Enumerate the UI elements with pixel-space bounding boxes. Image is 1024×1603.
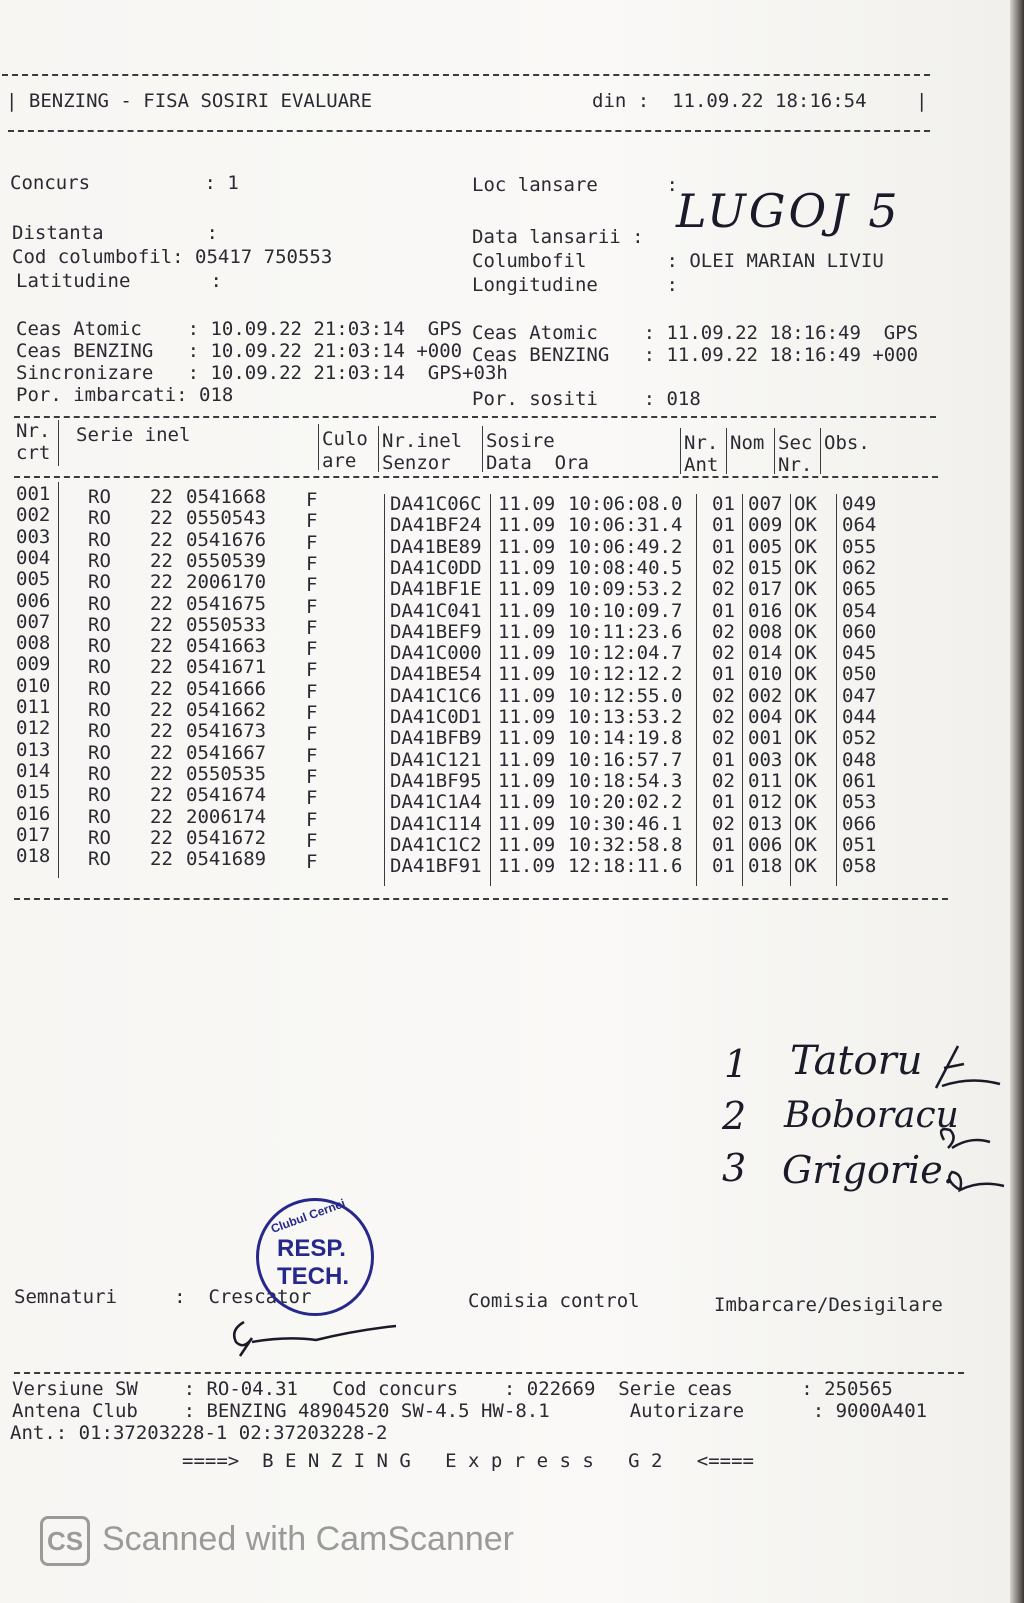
cell-ant: 01 (712, 514, 735, 537)
table-row (0, 696, 1000, 728)
ceas-benzing-end: Ceas BENZING : 11.09.22 18:16:49 +000 (472, 344, 919, 366)
cell-ring: 0541662 (186, 699, 267, 721)
cell-nr: 005 (16, 568, 51, 591)
camscanner-logo-icon: CS (40, 1516, 90, 1566)
cell-ant: 01 (712, 748, 735, 771)
cell-sec: OK (794, 663, 817, 686)
cell-yr: 22 (150, 613, 173, 636)
sincronizare: Sincronizare : 10.09.22 21:03:14 GPS+03h (16, 362, 508, 384)
cell-nom: 002 (748, 684, 783, 707)
cell-ant: 02 (712, 556, 735, 579)
stamp-ring-text: Clubul Cernei (268, 1196, 348, 1236)
cell-nom: 004 (748, 706, 783, 728)
cell-ring: 0550539 (186, 549, 267, 572)
cell-ring: 0541671 (186, 656, 267, 679)
cell-date: 11.09 (498, 599, 556, 622)
cell-sensor: DA41BF91 (390, 855, 482, 878)
cell-obs: 065 (842, 578, 877, 601)
club-stamp (256, 1198, 374, 1316)
cell-time: 10:08:40.5 (568, 556, 683, 579)
cell-obs: 062 (842, 556, 877, 579)
cell-ring: 0541675 (186, 592, 267, 615)
stamp-line2: TECH. (277, 1263, 349, 1290)
cell-obs: 045 (842, 642, 877, 665)
cell-sex: F (306, 659, 318, 682)
footer-ant: Ant.: 01:37203228-1 02:37203228-2 (10, 1422, 388, 1444)
cell-nr: 017 (16, 823, 51, 846)
cell-yr: 22 (150, 571, 173, 594)
cell-nr: 012 (16, 717, 51, 740)
loc-lansare-field: Loc lansare : (472, 174, 678, 196)
cell-nom: 005 (748, 535, 783, 558)
distanta-field: Distanta : (12, 222, 218, 244)
col-sep (378, 426, 379, 472)
cell-ant: 01 (712, 791, 735, 814)
cell-obs: 054 (842, 599, 877, 622)
divider (2, 74, 930, 76)
cell-cty: RO (88, 826, 111, 849)
cell-time: 10:11:23.6 (568, 620, 683, 643)
col-sep (774, 428, 775, 474)
cell-sensor: DA41BE54 (390, 663, 482, 686)
cell-nr: 003 (16, 525, 51, 548)
cell-sec: OK (794, 748, 817, 771)
cell-time: 10:18:54.3 (568, 769, 683, 792)
cell-cty: RO (88, 635, 111, 658)
cell-date: 11.09 (498, 663, 556, 686)
cell-obs: 061 (842, 769, 877, 792)
cell-cty: RO (88, 848, 111, 871)
cell-sensor: DA41BF24 (390, 514, 482, 537)
cell-ring: 0541663 (186, 635, 267, 658)
cell-ring: 0550535 (186, 762, 267, 785)
cell-obs: 047 (842, 684, 877, 707)
comisia-control: Comisia control (468, 1290, 640, 1312)
cell-yr: 22 (150, 507, 173, 530)
cell-ant: 02 (712, 684, 735, 707)
cell-yr: 22 (150, 528, 173, 551)
cell-ring: 0541689 (186, 848, 267, 871)
cell-yr: 22 (150, 486, 173, 508)
cell-ant: 01 (712, 599, 735, 622)
cell-nom: 003 (748, 748, 783, 771)
cell-cty: RO (88, 571, 111, 594)
cell-yr: 22 (150, 656, 173, 679)
ceas-benzing-start: Ceas BENZING : 10.09.22 21:03:14 +000 (16, 340, 463, 362)
longitudine-field: Longitudine : (472, 274, 678, 296)
cell-time: 10:16:57.7 (568, 748, 683, 771)
cell-nr: 013 (16, 738, 51, 761)
cell-yr: 22 (150, 549, 173, 572)
cell-sensor: DA41BE89 (390, 535, 482, 558)
cell-ant: 02 (712, 769, 735, 792)
cell-obs: 060 (842, 620, 877, 643)
header-bar: | (916, 90, 928, 112)
cell-sensor: DA41C000 (390, 642, 482, 665)
cell-sensor: DA41BFB9 (390, 727, 482, 750)
cell-yr: 22 (150, 635, 173, 658)
cell-obs: 053 (842, 791, 877, 814)
watermark-text: Scanned with CamScanner (102, 1519, 515, 1558)
cell-sex: F (306, 851, 318, 874)
cell-nom: 013 (748, 812, 783, 835)
cell-date: 11.09 (498, 620, 556, 643)
cell-ant: 02 (712, 642, 735, 665)
cell-ring: 2006174 (186, 805, 267, 828)
cell-date: 11.09 (498, 748, 556, 771)
cell-obs: 050 (842, 663, 877, 686)
cell-ring: 0541668 (186, 486, 267, 508)
col-sep (726, 428, 727, 474)
semnaturi-crescator: Semnaturi : Crescator (14, 1286, 312, 1308)
handwritten-name: Boboracu (784, 1095, 959, 1136)
divider (14, 898, 948, 900)
cell-sec: OK (794, 833, 817, 856)
cell-date: 11.09 (498, 556, 556, 579)
cell-sex: F (306, 744, 318, 767)
cell-sec: OK (794, 684, 817, 707)
col-sep (482, 426, 483, 472)
cell-sex: F (306, 531, 318, 554)
cell-sex: F (306, 723, 318, 746)
cell-obs: 058 (842, 855, 877, 878)
columbofil-field: Columbofil : OLEI MARIAN LIVIU (472, 250, 884, 272)
cell-sec: OK (794, 493, 817, 515)
cell-time: 10:14:19.8 (568, 727, 683, 750)
cell-time: 10:13:53.2 (568, 706, 683, 728)
cell-nom: 009 (748, 514, 783, 537)
imbarcare-desigilare: Imbarcare/Desigilare (714, 1294, 943, 1316)
cell-cty: RO (88, 677, 111, 700)
cell-nom: 017 (748, 578, 783, 601)
cell-nr: 011 (16, 696, 51, 718)
cell-ring: 0550543 (186, 507, 267, 530)
cell-ant: 01 (712, 833, 735, 856)
report-datetime: din : 11.09.22 18:16:54 (592, 90, 867, 112)
cell-sec: OK (794, 769, 817, 792)
cell-yr: 22 (150, 720, 173, 743)
cell-sensor: DA41C0D1 (390, 706, 482, 728)
cell-cty: RO (88, 741, 111, 764)
cell-sec: OK (794, 535, 817, 558)
cell-sec: OK (794, 599, 817, 622)
cell-sec: OK (794, 578, 817, 601)
cell-date: 11.09 (498, 706, 556, 728)
cell-yr: 22 (150, 677, 173, 700)
col-header-nr-inel: Nr.inel Senzor (382, 430, 463, 474)
footer-benzing-express: ====> B E N Z I N G E x p r e s s G 2 <==== (182, 1450, 754, 1472)
cell-obs: 048 (842, 748, 877, 771)
cell-sec: OK (794, 706, 817, 728)
cell-nom: 007 (748, 493, 783, 515)
cell-cty: RO (88, 656, 111, 679)
col-sep (58, 420, 59, 466)
cell-ant: 02 (712, 812, 735, 835)
cell-sex: F (306, 787, 318, 810)
footer-versiune: Versiune SW : RO-04.31 Cod concurs : 022669 Serie ceas : 250565 (12, 1378, 893, 1400)
cell-nr: 001 (16, 483, 51, 505)
cell-yr: 22 (150, 741, 173, 764)
cell-sec: OK (794, 620, 817, 643)
table-row (0, 568, 1000, 601)
cell-nom: 014 (748, 642, 783, 665)
cell-ant: 02 (712, 620, 735, 643)
cell-sex: F (306, 829, 318, 852)
data-lansarii-field: Data lansarii : (472, 226, 644, 248)
table-row (0, 845, 1000, 878)
cell-nr: 004 (16, 546, 51, 569)
cell-time: 10:12:55.0 (568, 684, 683, 707)
crescator-signature (226, 1316, 406, 1360)
cell-date: 11.09 (498, 769, 556, 792)
concurs-field: Concurs : 1 (10, 172, 239, 194)
stamp-line1: RESP. (277, 1235, 346, 1262)
cell-cty: RO (88, 762, 111, 785)
cod-columbofil-field: Cod columbofil: 05417 750553 (12, 246, 333, 268)
cell-ring: 0550533 (186, 613, 267, 636)
cell-time: 10:06:31.4 (568, 514, 683, 537)
cell-nr: 006 (16, 589, 51, 612)
col-header-culoare: Culo are (322, 428, 368, 472)
divider (8, 130, 930, 132)
cell-sec: OK (794, 514, 817, 537)
cell-time: 10:10:09.7 (568, 599, 683, 622)
cell-ring: 0541673 (186, 720, 267, 743)
col-header-sec: Sec Nr. (778, 432, 813, 476)
cell-cty: RO (88, 613, 111, 636)
col-header-nom: Nom (730, 432, 765, 454)
cell-ring: 0541674 (186, 784, 267, 807)
cell-nom: 018 (748, 855, 783, 878)
cell-date: 11.09 (498, 535, 556, 558)
cell-nom: 008 (748, 620, 783, 643)
cell-cty: RO (88, 784, 111, 807)
cell-nom: 016 (748, 599, 783, 622)
cell-date: 11.09 (498, 514, 556, 537)
cell-date: 11.09 (498, 812, 556, 835)
col-header-serie: Serie inel (76, 424, 191, 446)
cell-ant: 02 (712, 706, 735, 728)
divider (14, 1372, 964, 1374)
cell-nr: 015 (16, 781, 51, 804)
cell-yr: 22 (150, 826, 173, 849)
cell-obs: 066 (842, 812, 877, 835)
cell-sec: OK (794, 812, 817, 835)
cell-nom: 010 (748, 663, 783, 686)
cell-time: 10:20:02.2 (568, 791, 683, 814)
cell-time: 10:06:08.0 (568, 493, 683, 515)
cell-nom: 006 (748, 833, 783, 856)
cell-date: 11.09 (498, 493, 556, 515)
cell-date: 11.09 (498, 791, 556, 814)
col-header-obs: Obs. (824, 432, 870, 454)
cell-nr: 009 (16, 653, 51, 676)
cell-cty: RO (88, 720, 111, 743)
cell-sex: F (306, 574, 318, 597)
cell-sensor: DA41C114 (390, 812, 482, 835)
cell-obs: 064 (842, 514, 877, 537)
col-header-sosire: Sosire Data Ora (486, 430, 589, 474)
cell-yr: 22 (150, 592, 173, 615)
cell-date: 11.09 (498, 684, 556, 707)
cell-sex: F (306, 702, 318, 724)
cell-sensor: DA41BF95 (390, 769, 482, 792)
col-header-nr: Nr. crt (16, 420, 51, 464)
handwritten-name: Tatoru (790, 1038, 923, 1084)
report-title: | BENZING - FISA SOSIRI EVALUARE (6, 90, 373, 112)
cell-date: 11.09 (498, 855, 556, 878)
cell-time: 10:06:49.2 (568, 535, 683, 558)
cell-obs: 052 (842, 727, 877, 750)
cell-ant: 01 (712, 493, 735, 515)
cell-sex: F (306, 808, 318, 831)
cell-time: 10:09:53.2 (568, 578, 683, 601)
cell-time: 10:30:46.1 (568, 812, 683, 835)
cell-ring: 0541666 (186, 677, 267, 700)
cell-sensor: DA41C1A4 (390, 791, 482, 814)
cell-nom: 011 (748, 769, 783, 792)
cell-obs: 044 (842, 706, 877, 728)
camscanner-watermark (40, 1516, 514, 1566)
cell-nr: 007 (16, 610, 51, 633)
cell-sex: F (306, 489, 318, 511)
cell-date: 11.09 (498, 578, 556, 601)
cell-date: 11.09 (498, 833, 556, 856)
cell-time: 10:12:12.2 (568, 663, 683, 686)
cell-sensor: DA41C1C6 (390, 684, 482, 707)
cell-sensor: DA41C06C (390, 493, 482, 515)
cell-nom: 001 (748, 727, 783, 750)
cell-sex: F (306, 638, 318, 661)
cell-sec: OK (794, 642, 817, 665)
ceas-atomic-start: Ceas Atomic : 10.09.22 21:03:14 GPS (16, 318, 463, 340)
cell-time: 12:18:11.6 (568, 855, 683, 878)
cell-sex: F (306, 680, 318, 703)
handwritten-number: 2 (722, 1094, 747, 1138)
cell-sex: F (306, 552, 318, 575)
cell-nom: 012 (748, 791, 783, 814)
cell-sensor: DA41C041 (390, 599, 482, 622)
ceas-atomic-end: Ceas Atomic : 11.09.22 18:16:49 GPS (472, 322, 919, 344)
cell-sensor: DA41BEF9 (390, 620, 482, 643)
col-sep (680, 428, 681, 474)
cell-date: 11.09 (498, 642, 556, 665)
cell-ant: 01 (712, 855, 735, 878)
cell-yr: 22 (150, 699, 173, 721)
divider (14, 476, 938, 478)
cell-sensor: DA41C0DD (390, 556, 482, 579)
cell-cty: RO (88, 592, 111, 615)
col-sep (318, 424, 319, 470)
cell-sec: OK (794, 855, 817, 878)
cell-nr: 014 (16, 759, 51, 782)
cell-sensor: DA41C121 (390, 748, 482, 771)
cell-obs: 051 (842, 833, 877, 856)
cell-ant: 02 (712, 727, 735, 750)
handwritten-number: 1 (724, 1042, 749, 1086)
cell-sec: OK (794, 791, 817, 814)
divider (14, 416, 936, 418)
porumbei-sositi: Por. sositi : 018 (472, 388, 701, 410)
handwritten-number: 3 (722, 1146, 747, 1190)
cell-sex: F (306, 595, 318, 618)
cell-obs: 049 (842, 493, 877, 515)
cell-time: 10:12:04.7 (568, 642, 683, 665)
cell-sec: OK (794, 556, 817, 579)
cell-ant: 01 (712, 535, 735, 558)
latitudine-field: Latitudine : (16, 270, 222, 292)
cell-obs: 055 (842, 535, 877, 558)
cell-yr: 22 (150, 762, 173, 785)
cell-nr: 016 (16, 802, 51, 825)
cell-cty: RO (88, 486, 111, 508)
handwritten-location: LUGOJ 5 (676, 184, 901, 238)
cell-ant: 02 (712, 578, 735, 601)
cell-cty: RO (88, 805, 111, 828)
cell-nr: 010 (16, 674, 51, 697)
paper-edge-shadow (1010, 0, 1024, 1603)
cell-sex: F (306, 510, 318, 533)
cell-nr: 002 (16, 504, 51, 527)
footer-antena: Antena Club : BENZING 48904520 SW-4.5 HW-8.1 Autorizare : 9000A401 (12, 1400, 928, 1422)
cell-cty: RO (88, 549, 111, 572)
cell-nr: 018 (16, 845, 51, 868)
handwritten-name: Grigorie. (782, 1148, 955, 1192)
initials-signatures (930, 1040, 1010, 1200)
cell-nom: 015 (748, 556, 783, 579)
cell-ring: 2006170 (186, 571, 267, 594)
cell-sensor: DA41C1C2 (390, 833, 482, 856)
cell-sex: F (306, 765, 318, 788)
col-sep (820, 428, 821, 474)
cell-ant: 01 (712, 663, 735, 686)
cell-ring: 0541672 (186, 826, 267, 849)
table-row (0, 483, 1000, 515)
porumbei-imbarcati: Por. imbarcati: 018 (16, 384, 234, 406)
cell-cty: RO (88, 528, 111, 551)
cell-cty: RO (88, 507, 111, 530)
cell-sensor: DA41BF1E (390, 578, 482, 601)
cell-sex: F (306, 616, 318, 639)
cell-cty: RO (88, 699, 111, 721)
cell-yr: 22 (150, 784, 173, 807)
col-header-ant: Nr. Ant (684, 432, 719, 476)
cell-ring: 0541676 (186, 528, 267, 551)
cell-time: 10:32:58.8 (568, 833, 683, 856)
cell-date: 11.09 (498, 727, 556, 750)
cell-yr: 22 (150, 805, 173, 828)
cell-ring: 0541667 (186, 741, 267, 764)
cell-nr: 008 (16, 632, 51, 655)
cell-sec: OK (794, 727, 817, 750)
cell-yr: 22 (150, 848, 173, 871)
